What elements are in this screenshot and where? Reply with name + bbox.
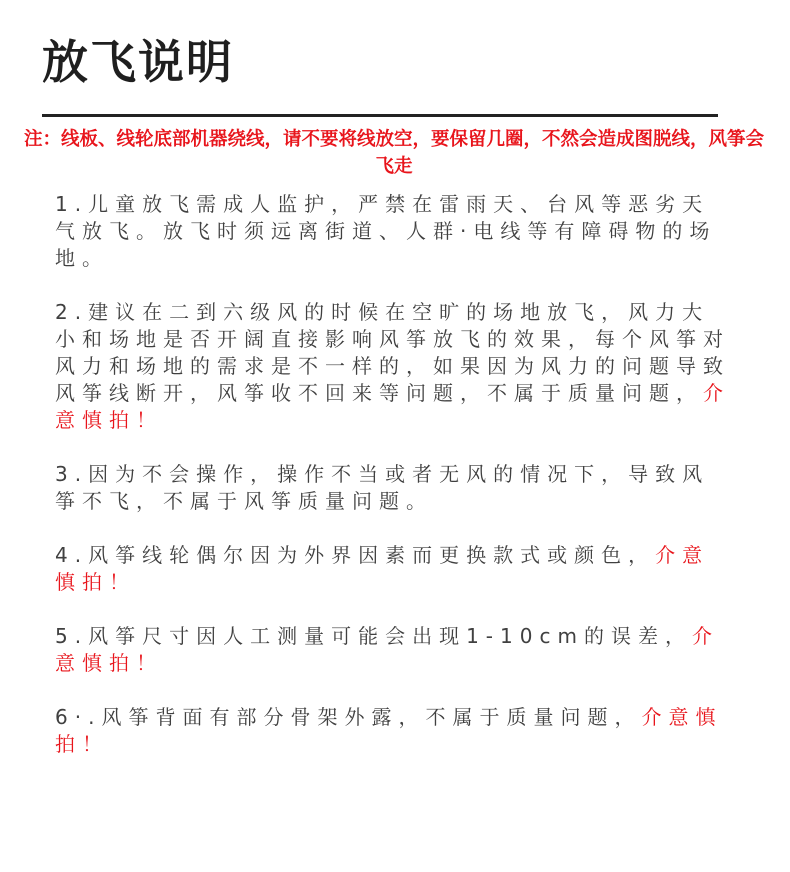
- page-title: 放飞说明: [42, 35, 234, 89]
- instruction-item-1: [55, 191, 735, 272]
- instruction-item-5: [55, 623, 735, 677]
- title-divider: [42, 114, 718, 117]
- warning-text: 介意慎拍！: [55, 624, 719, 675]
- warning-text: 介意慎拍！: [55, 705, 723, 756]
- warning-text: 介意慎拍！: [55, 381, 730, 432]
- instruction-text: 5.风筝尺寸因人工测量可能会出现1-10cm的误差，: [55, 624, 692, 648]
- instruction-text: 6·.风筝背面有部分骨架外露，不属于质量问题，: [55, 705, 642, 729]
- instruction-text: 4.风筝线轮偶尔因为外界因素而更换款式或颜色，: [55, 543, 656, 567]
- instruction-list: [55, 191, 735, 785]
- instruction-item-3: [55, 461, 735, 515]
- instruction-text: 3.因为不会操作，操作不当或者无风的情况下，导致风筝不飞，不属于风筝质量问题。: [55, 462, 710, 513]
- notice-text: 注：线板、线轮底部机器绕线，请不要将线放空，要保留几圈，不然会造成图脱线，风筝会飞走: [24, 129, 765, 177]
- instruction-item-4: [55, 542, 735, 596]
- instruction-item-2: [55, 299, 735, 434]
- instruction-text: 1.儿童放飞需成人监护，严禁在雷雨天、台风等恶劣天气放飞。放飞时须远离街道、人群·电线等有障碍物的场地。: [55, 192, 717, 270]
- instruction-text: 2.建议在二到六级风的时候在空旷的场地放飞，风力大小和场地是否开阔直接影响风筝放飞的效果，每个风筝对风力和场地的需求是不一样的，如果因为风力的问题导致风筝线断开，风筝收不回来等问题，不属于质量问题，: [55, 300, 730, 405]
- warning-text: 介意慎拍！: [55, 543, 710, 594]
- instruction-item-6: [55, 704, 735, 758]
